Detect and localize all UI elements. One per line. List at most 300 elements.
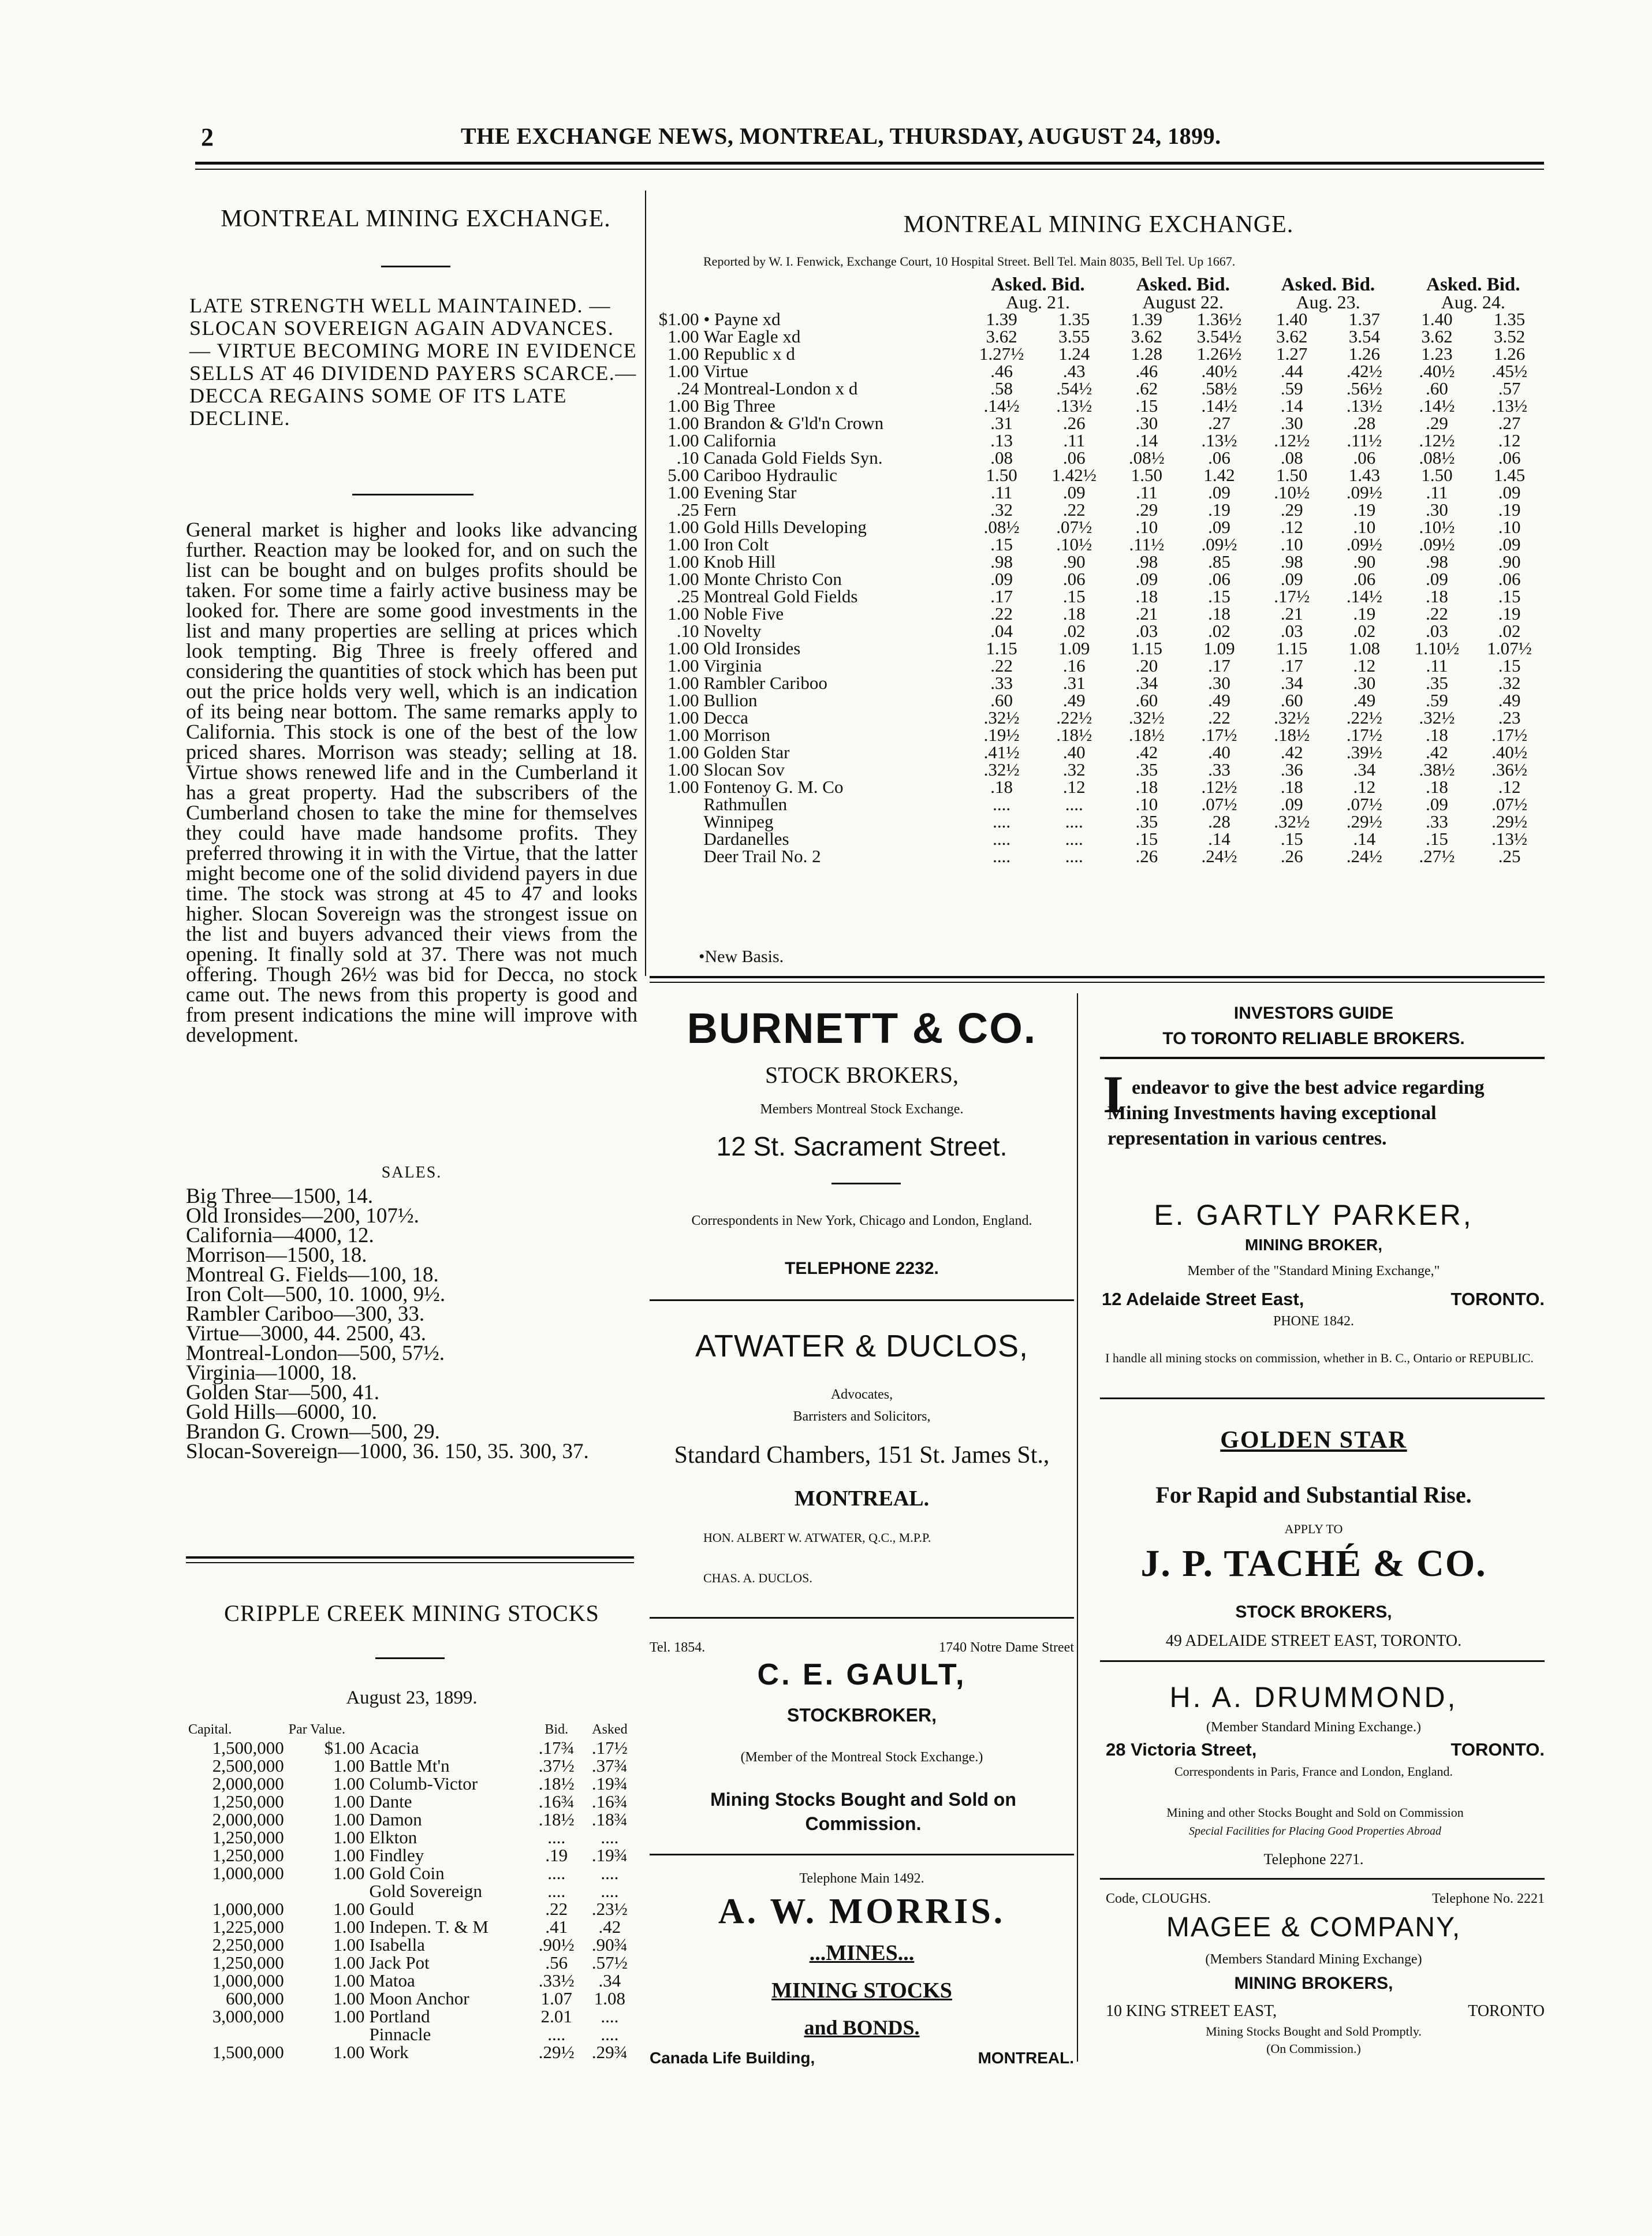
price-cell: .24½	[1346, 846, 1382, 866]
bid-cell: ....	[547, 1827, 566, 1847]
price-cell: .15	[990, 534, 1013, 554]
par-value-cell: 1.00	[333, 1827, 365, 1847]
price-cell: .16	[1062, 655, 1086, 676]
price-cell: .42	[1426, 742, 1448, 762]
stock-name-cell: Monte Christo Con	[703, 569, 842, 589]
asked-cell: ....	[601, 1881, 619, 1901]
left-section-title: MONTREAL MINING EXCHANGE.	[221, 206, 611, 232]
parker-city: TORONTO.	[1450, 1289, 1545, 1309]
par-value-cell	[648, 813, 701, 830]
bid-cell: .22	[545, 1899, 568, 1919]
short-rule	[375, 1657, 445, 1659]
price-cell: .12	[1498, 430, 1521, 450]
price-cell: 3.62	[1131, 326, 1163, 346]
stock-name-cell: Montreal Gold Fields	[703, 586, 858, 606]
price-cell: .46	[1135, 361, 1158, 381]
price-cell: 1.43	[1348, 465, 1380, 485]
col-head-date: Aug. 21.	[1005, 292, 1070, 312]
article-body: General market is higher and looks like advancing further. Reaction may be looked for, and on such the list can be bought and on bulges profits should be taken. For some time a fairly active business may be looked for. There are some good investments in the list and many properties are selling at prices which look tempting. Big Three is freely offered and considering the quantities of stock which has been put out the price holds very well, which is an indication of its being near bottom. The same remarks apply to California. This stock is one of the best of the low priced shares. Morrison was steady; selling at 18. Virtue shows renewed life and in the Cumberland it has a great property. Had the subscribers of the Cumberland chosen to take the mine for themselves they could have made handsome profits. They preferred throwing it in with the Virtue, that the latter might become one of the solid dividend payers in due time. The stock was strong at 45 to 47 and looks higher. Slocan Sovereign was the strongest issue on the list and buyers advanced their views from the opening. It finally sold at 37. There was not much offering. Though 26½ was bid for Decca, no stock came out. The news from this property is good and from present indications the mine will improve with development.	[186, 518, 637, 1046]
price-cell: .32	[1498, 673, 1521, 693]
par-value-cell: 1.00	[333, 1791, 365, 1812]
price-cell: 3.62	[986, 326, 1017, 346]
table-row	[648, 467, 1546, 484]
price-cell: .09	[1426, 794, 1448, 814]
price-cell: .27	[1498, 413, 1521, 433]
table-row	[648, 449, 1546, 467]
price-cell: .14½	[983, 396, 1020, 416]
par-value-cell: 1.00	[333, 1756, 365, 1776]
bid-cell: 2.01	[540, 2006, 572, 2026]
article-headline: LATE STRENGTH WELL MAINTAINED. —SLOCAN SOVEREIGN AGAIN ADVANCES. — VIRTUE BECOMING MORE IN EVIDENCE SELLS AT 46 DIVIDEND PAYERS SCARCE.— DECCA REGAINS SOME OF ITS LATE DECLINE.	[189, 294, 637, 430]
price-cell: .08½	[983, 517, 1020, 537]
par-value-cell: 1.00	[333, 1935, 365, 1955]
table-row	[186, 1972, 636, 1989]
montreal-table-title: MONTREAL MINING EXCHANGE.	[903, 211, 1294, 238]
col-head-label: Asked. Bid.	[1281, 274, 1375, 295]
price-cell: .13½	[1201, 430, 1237, 450]
price-cell: 1.09	[1058, 638, 1090, 658]
asked-cell: .42	[598, 1917, 621, 1937]
price-cell: .34	[1280, 673, 1303, 693]
price-cell: 1.27½	[979, 344, 1024, 364]
price-cell: .22	[990, 603, 1013, 624]
morris-line1: ...MINES...	[809, 1941, 915, 1965]
sales-list	[186, 1184, 637, 1463]
price-cell: .12	[1498, 777, 1521, 797]
price-cell: .49	[1208, 690, 1230, 710]
price-cell: .38½	[1419, 759, 1455, 780]
table-row	[186, 1775, 636, 1792]
price-cell: .14	[1135, 430, 1158, 450]
price-cell: .31	[990, 413, 1013, 433]
ad-rule	[1100, 1660, 1545, 1662]
table-row	[186, 1864, 636, 1882]
investors-drop-cap: I	[1103, 1065, 1124, 1124]
bid-cell: .18½	[538, 1809, 575, 1829]
price-cell: .21	[1135, 603, 1158, 624]
ad-rule	[1100, 1057, 1545, 1059]
table-row	[186, 1828, 636, 1846]
golden-star-name: J. P. TACHÉ & CO.	[1140, 1542, 1487, 1585]
price-cell: .40	[1208, 742, 1230, 762]
price-cell: .22	[1062, 500, 1086, 520]
table-row	[648, 623, 1546, 640]
stock-name-cell: • Payne xd	[703, 309, 781, 329]
atwater-partner1: HON. ALBERT W. ATWATER, Q.C., M.P.P.	[703, 1530, 931, 1545]
investors-intro: endeavor to give the best advice regarding Mining Investments having exceptional representation in various centres.	[1107, 1077, 1485, 1149]
price-cell: .32½	[1274, 707, 1310, 728]
price-cell: .13½	[1056, 396, 1092, 416]
price-cell: .46	[990, 361, 1013, 381]
golden-star-line2: APPLY TO	[1284, 1522, 1343, 1536]
column-header: Bid.	[545, 1722, 569, 1737]
price-cell: .12	[1353, 655, 1376, 676]
price-cell: .40½	[1201, 361, 1237, 381]
price-cell: .06	[1208, 448, 1230, 468]
table-row	[648, 380, 1546, 397]
drummond-line4: Special Facilities for Placing Good Properties Abroad	[1189, 1825, 1441, 1838]
par-value-cell: 1.00	[667, 361, 699, 381]
price-cell: .06	[1353, 448, 1376, 468]
cripple-creek-title: CRIPPLE CREEK MINING STOCKS	[224, 1600, 599, 1626]
price-cell: .32½	[1274, 811, 1310, 832]
asked-cell: ....	[601, 1827, 619, 1847]
atwater-name: ATWATER & DUCLOS,	[695, 1329, 1029, 1363]
price-cell: .13½	[1491, 396, 1528, 416]
price-cell: .24½	[1201, 846, 1237, 866]
stock-name-cell: Moon Anchor	[369, 1988, 469, 2008]
column-divider-left	[645, 191, 646, 976]
price-cell: .35	[1135, 759, 1158, 780]
drummond-line2: Correspondents in Paris, France and London, England.	[1174, 1764, 1453, 1779]
par-value-cell: 1.00	[667, 430, 699, 450]
ad-rule	[650, 1299, 1074, 1301]
price-cell: .29½	[1346, 811, 1382, 832]
asked-cell: .18¾	[591, 1809, 628, 1829]
sales-item: Slocan-Sovereign—1000, 36. 150, 35. 300, 37.	[186, 1440, 589, 1463]
price-cell: .40½	[1419, 361, 1455, 381]
price-cell: .33	[1208, 759, 1230, 780]
stock-name-cell: Rathmullen	[703, 794, 788, 814]
price-cell: .32	[1062, 759, 1086, 780]
price-cell: 3.52	[1494, 326, 1526, 346]
gault-address: 1740 Notre Dame Street	[939, 1640, 1074, 1655]
price-cell: 1.23	[1421, 344, 1453, 364]
magee-line2: MINING BROKERS,	[1234, 1974, 1393, 1993]
price-cell: .10	[1353, 517, 1376, 537]
price-cell: .36½	[1491, 759, 1528, 780]
price-cell: .60	[1135, 690, 1158, 710]
stock-name-cell: Iron Colt	[703, 534, 769, 554]
capital-cell: 1,000,000	[212, 1899, 284, 1919]
price-cell: .43	[1062, 361, 1086, 381]
price-cell: .10	[1280, 534, 1303, 554]
stock-name-cell: War Eagle xd	[703, 326, 801, 346]
stock-name-cell: Virginia	[703, 655, 762, 676]
morris-address: Canada Life Building,	[650, 2049, 815, 2067]
asked-cell: .57½	[591, 1952, 628, 1973]
bid-cell: .16¾	[538, 1791, 575, 1812]
capital-cell: 2,000,000	[212, 1809, 284, 1829]
par-value-cell: 1.00	[333, 1809, 365, 1829]
sales-item: Big Three—1500, 14.	[186, 1184, 374, 1208]
stock-name-cell: Indepen. T. & M	[369, 1917, 488, 1937]
price-cell: .22	[990, 655, 1013, 676]
price-cell: 1.28	[1131, 344, 1163, 364]
price-cell: .58½	[1201, 378, 1237, 398]
stock-name-cell: Montreal-London x d	[703, 378, 858, 398]
ad-rule	[650, 1854, 1074, 1855]
price-cell: .29½	[1491, 811, 1528, 832]
par-value-cell: 1.00	[667, 326, 699, 346]
par-value-cell: 1.00	[333, 1845, 365, 1865]
bid-cell: ....	[547, 1863, 566, 1883]
stock-name-cell: Bullion	[703, 690, 758, 710]
price-cell: .34	[1353, 759, 1376, 780]
drummond-name: H. A. DRUMMOND,	[1169, 1681, 1458, 1713]
parker-phone: PHONE 1842.	[1273, 1314, 1354, 1329]
price-cell: .15	[1062, 586, 1086, 606]
drummond-line3: Mining and other Stocks Bought and Sold on Commission	[1166, 1805, 1464, 1820]
table-row	[648, 692, 1546, 709]
price-cell: .22½	[1056, 707, 1092, 728]
price-cell: .35	[1135, 811, 1158, 832]
par-value-cell	[286, 2025, 367, 2043]
par-value-cell: 1.00	[667, 777, 699, 797]
price-cell: .17½	[1491, 725, 1528, 745]
price-cell: .18	[990, 777, 1013, 797]
price-cell: .26	[1062, 413, 1086, 433]
burnett-line1: STOCK BROKERS,	[765, 1062, 959, 1088]
short-rule	[831, 1183, 901, 1184]
header-rule-bottom	[195, 169, 1544, 170]
price-cell: .19	[1498, 500, 1521, 520]
price-cell: .85	[1208, 551, 1230, 572]
price-cell: .03	[1280, 621, 1303, 641]
par-value-cell: 1.00	[667, 725, 699, 745]
asked-cell: .34	[598, 1970, 621, 1991]
stock-name-cell: Slocan Sov	[703, 759, 785, 780]
price-cell: .32½	[1128, 707, 1165, 728]
price-cell: .27½	[1419, 846, 1455, 866]
price-cell: 1.50	[1131, 465, 1163, 485]
par-value-cell: 1.00	[667, 396, 699, 416]
price-cell: .42	[1280, 742, 1303, 762]
asked-cell: .29¾	[591, 2042, 628, 2062]
par-value-cell: 1.00	[667, 603, 699, 624]
price-cell: .28	[1353, 413, 1376, 433]
golden-star-line1: For Rapid and Substantial Rise.	[1155, 1482, 1472, 1508]
price-cell: .02	[1062, 621, 1086, 641]
stock-name-cell: Canada Gold Fields Syn.	[703, 448, 883, 468]
price-cell: ....	[993, 829, 1011, 849]
asked-cell: ....	[601, 2024, 619, 2044]
sales-item: Old Ironsides—200, 107½.	[186, 1204, 419, 1228]
burnett-name: BURNETT & CO.	[687, 1004, 1037, 1052]
table-row	[648, 432, 1546, 449]
price-cell: 1.26½	[1196, 344, 1242, 364]
price-cell: .17	[1280, 655, 1303, 676]
price-cell: .30	[1353, 673, 1376, 693]
price-cell: .17	[1208, 655, 1230, 676]
stock-name-cell: Virtue	[703, 361, 748, 381]
sales-item: Iron Colt—500, 10. 1000, 9½.	[186, 1283, 446, 1306]
montreal-mining-table	[648, 276, 1546, 865]
capital-cell: 1,000,000	[212, 1970, 284, 1991]
sales-item: Golden Star—500, 41.	[186, 1381, 380, 1404]
price-cell: .07½	[1201, 794, 1237, 814]
bid-cell: 1.07	[540, 1988, 572, 2008]
capital-cell: 2,250,000	[212, 1935, 284, 1955]
price-cell: .13	[990, 430, 1013, 450]
price-cell: ....	[1065, 811, 1083, 832]
par-value-cell: 1.00	[667, 690, 699, 710]
price-cell: .33	[990, 673, 1013, 693]
column-header: Asked	[592, 1722, 628, 1737]
gault-line2: (Member of the Montreal Stock Exchange.)	[740, 1750, 983, 1765]
magee-line3: Mining Stocks Bought and Sold Promptly.	[1206, 2024, 1422, 2039]
stock-name-cell: Findley	[369, 1845, 424, 1865]
asked-cell: .17½	[591, 1738, 628, 1758]
price-cell: .45½	[1491, 361, 1528, 381]
price-cell: .12½	[1419, 430, 1455, 450]
magee-line4: (On Commission.)	[1266, 2041, 1361, 2056]
price-cell: .90	[1498, 551, 1521, 572]
par-value-cell: .25	[676, 500, 699, 520]
price-cell: .10½	[1274, 482, 1310, 502]
capital-cell	[186, 2025, 286, 2043]
ad-rule	[1100, 1398, 1545, 1399]
price-cell: .28	[1208, 811, 1230, 832]
price-cell: .11	[1063, 430, 1086, 450]
gault-line3: Mining Stocks Bought and Sold on Commission.	[710, 1789, 1016, 1834]
price-cell: .14	[1280, 396, 1303, 416]
price-cell: .49	[1498, 690, 1521, 710]
price-cell: .54½	[1056, 378, 1092, 398]
magee-phone: Telephone No. 2221	[1432, 1891, 1545, 1906]
table-row	[186, 1918, 636, 1936]
price-cell: .09½	[1346, 534, 1382, 554]
bid-cell: .17¾	[538, 1738, 575, 1758]
stock-name-cell: Knob Hill	[703, 551, 776, 572]
golden-star-address: 49 ADELAIDE STREET EAST, TORONTO.	[1165, 1632, 1462, 1650]
stock-name-cell: Golden Star	[703, 742, 790, 762]
price-cell: 1.24	[1058, 344, 1090, 364]
asked-cell: .19¾	[591, 1773, 628, 1794]
magee-line1: (Members Standard Mining Exchange)	[1205, 1952, 1422, 1967]
price-cell: .22	[1426, 603, 1448, 624]
price-cell: .07½	[1056, 517, 1092, 537]
par-value-cell	[648, 796, 701, 813]
magee-address: 10 KING STREET EAST,	[1106, 2002, 1277, 2020]
column-header: Capital.	[188, 1722, 232, 1737]
capital-cell: 1,000,000	[212, 1863, 284, 1883]
price-cell: .18	[1062, 603, 1086, 624]
table-row	[648, 744, 1546, 761]
short-rule	[381, 266, 450, 267]
stock-name-cell: Acacia	[369, 1738, 419, 1758]
price-cell: .60	[1426, 378, 1448, 398]
table-row	[186, 1846, 636, 1864]
par-value-cell: 1.00	[333, 1863, 365, 1883]
price-cell: .98	[1135, 551, 1158, 572]
price-cell: ....	[993, 794, 1011, 814]
par-value-cell: .25	[676, 586, 699, 606]
page-number: 2	[201, 123, 214, 151]
asked-cell: ....	[601, 1863, 619, 1883]
price-cell: .18	[1426, 725, 1448, 745]
stock-name-cell: Morrison	[703, 725, 770, 745]
par-value-cell: 1.00	[667, 569, 699, 589]
price-cell: .17	[990, 586, 1013, 606]
price-cell: .19½	[983, 725, 1020, 745]
asked-cell: .23½	[591, 1899, 628, 1919]
parker-address: 12 Adelaide Street East,	[1102, 1289, 1304, 1309]
par-value-cell	[286, 1882, 367, 1900]
stock-name-cell: Pinnacle	[369, 2024, 431, 2044]
asked-cell: .37¾	[591, 1756, 628, 1776]
table-row	[186, 1810, 636, 1828]
stock-name-cell: Big Three	[703, 396, 775, 416]
price-cell: .42	[1135, 742, 1158, 762]
sales-item: California—4000, 12.	[186, 1224, 374, 1247]
price-cell: .18	[1426, 777, 1448, 797]
price-cell: .06	[1498, 448, 1521, 468]
price-cell: .62	[1135, 378, 1158, 398]
price-cell: ....	[993, 846, 1011, 866]
morris-city: MONTREAL.	[978, 2049, 1074, 2067]
price-cell: 1.15	[1276, 638, 1308, 658]
price-cell: .30	[1280, 413, 1303, 433]
par-value-cell: .10	[676, 448, 699, 468]
price-cell: .22½	[1346, 707, 1382, 728]
drummond-city: TORONTO.	[1450, 1739, 1545, 1760]
capital-cell: 2,000,000	[212, 1773, 284, 1794]
table-row	[648, 484, 1546, 501]
masthead: THE EXCHANGE NEWS, MONTREAL, THURSDAY, AUGUST 24, 1899.	[461, 123, 1221, 149]
atwater-city: MONTREAL.	[794, 1486, 930, 1511]
par-value-cell: 1.00	[667, 759, 699, 780]
price-cell: .18	[1135, 586, 1158, 606]
stock-name-cell: Gould	[369, 1899, 415, 1919]
drummond-phone: Telephone 2271.	[1263, 1851, 1364, 1868]
price-cell: .19	[1498, 603, 1521, 624]
par-value-cell: 1.00	[667, 707, 699, 728]
price-cell: .09	[1208, 517, 1230, 537]
sales-item: Brandon G. Crown—500, 29.	[186, 1420, 440, 1444]
price-cell: .09	[1062, 482, 1086, 502]
price-cell: .17½	[1201, 725, 1237, 745]
price-cell: 1.10½	[1414, 638, 1460, 658]
price-cell: .32	[990, 500, 1013, 520]
price-cell: 1.50	[1421, 465, 1453, 485]
par-value-cell: 1.00	[667, 482, 699, 502]
price-cell: .10	[1498, 517, 1521, 537]
price-cell: .30	[1208, 673, 1230, 693]
sales-item: Virtue—3000, 44. 2500, 43.	[186, 1322, 427, 1346]
price-cell: .09	[1280, 794, 1303, 814]
par-value-cell: 1.00	[667, 551, 699, 572]
price-cell: 1.35	[1058, 309, 1090, 329]
price-cell: .44	[1280, 361, 1303, 381]
stock-name-cell: Winnipeg	[703, 811, 774, 832]
drummond-line1: (Member Standard Mining Exchange.)	[1206, 1720, 1421, 1735]
stock-name-cell: Brandon & G'ld'n Crown	[703, 413, 884, 433]
section-rule	[186, 1556, 634, 1559]
price-cell: 3.54	[1348, 326, 1380, 346]
burnett-phone: TELEPHONE 2232.	[785, 1259, 939, 1278]
morris-phone: Telephone Main 1492.	[799, 1871, 924, 1886]
price-cell: 1.40	[1276, 309, 1308, 329]
stock-name-cell: Dante	[369, 1791, 412, 1812]
price-cell: .30	[1426, 500, 1448, 520]
sales-item: Montreal G. Fields—100, 18.	[186, 1263, 439, 1287]
price-cell: .04	[990, 621, 1013, 641]
reported-by: Reported by W. I. Fenwick, Exchange Court, 10 Hospital Street. Bell Tel. Main 8035, Bell Tel. Up 1667.	[703, 254, 1236, 269]
table-row	[648, 571, 1546, 588]
price-cell: 1.36½	[1196, 309, 1242, 329]
section-rule	[650, 976, 1545, 978]
price-cell: .08½	[1419, 448, 1455, 468]
table-row	[186, 2007, 636, 2025]
golden-star-line3: STOCK BROKERS,	[1235, 1603, 1392, 1622]
price-cell: .02	[1498, 621, 1521, 641]
price-cell: .27	[1208, 413, 1230, 433]
price-cell: 1.39	[986, 309, 1017, 329]
price-cell: .11	[1426, 655, 1448, 676]
table-row	[648, 363, 1546, 380]
price-cell: .39½	[1346, 742, 1382, 762]
